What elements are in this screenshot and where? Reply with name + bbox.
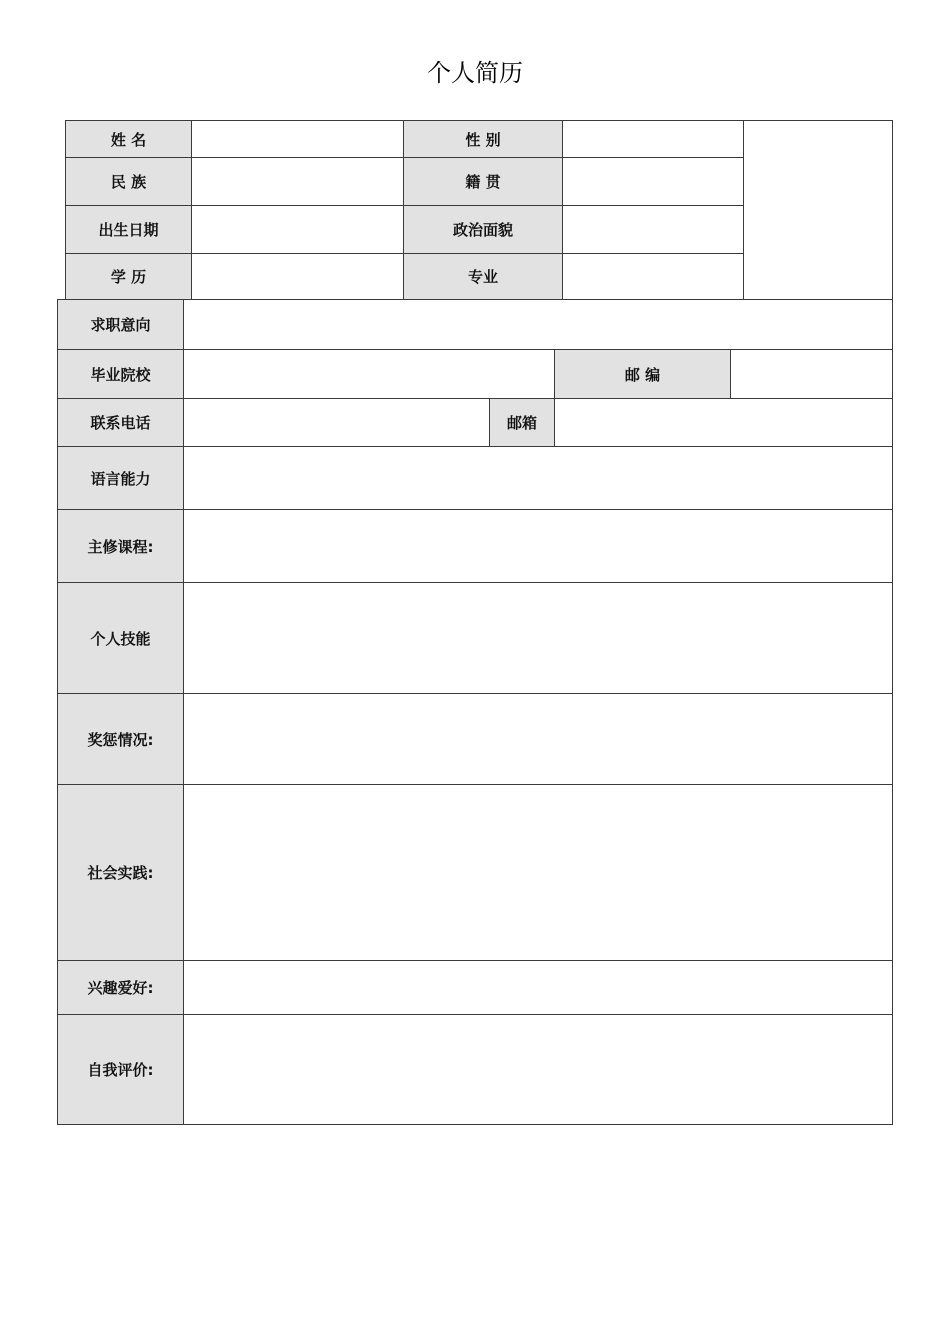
political-status-label: 政治面貌 xyxy=(452,221,513,239)
birth-date-field[interactable] xyxy=(191,205,404,254)
social-practice-label-cell xyxy=(57,784,184,961)
hobbies-field[interactable] xyxy=(183,960,893,1015)
hobbies-label: 兴趣爱好: xyxy=(87,979,154,997)
email-field[interactable] xyxy=(554,398,893,447)
self-evaluation-label: 自我评价: xyxy=(87,1061,154,1079)
education-label-cell xyxy=(65,253,192,300)
major-label: 专业 xyxy=(467,268,498,286)
job-intention-label: 求职意向 xyxy=(90,316,151,334)
skills-field[interactable] xyxy=(183,582,893,694)
skills-label: 个人技能 xyxy=(90,629,151,648)
skills-label-cell xyxy=(57,582,184,694)
gender-field[interactable] xyxy=(562,120,744,158)
political-status-label-cell xyxy=(403,205,563,254)
awards-field[interactable] xyxy=(183,693,893,785)
gender-label: 性 别 xyxy=(465,130,501,149)
self-evaluation-field[interactable] xyxy=(183,1014,893,1125)
email-label: 邮箱 xyxy=(506,414,537,432)
ethnicity-field[interactable] xyxy=(191,157,404,206)
phone-label: 联系电话 xyxy=(90,414,151,432)
job-intention-label-cell xyxy=(57,299,184,350)
language-label: 语言能力 xyxy=(90,469,151,488)
photo-box[interactable] xyxy=(743,120,893,300)
email-label-cell xyxy=(489,398,555,447)
language-label-cell xyxy=(57,446,184,510)
name-field[interactable] xyxy=(191,120,404,158)
courses-field[interactable] xyxy=(183,509,893,583)
birth-date-label: 出生日期 xyxy=(98,221,159,239)
awards-label: 奖惩情况: xyxy=(87,730,154,749)
job-intention-field[interactable] xyxy=(183,299,893,350)
courses-label: 主修课程: xyxy=(87,537,154,556)
political-status-field[interactable] xyxy=(562,205,744,254)
social-practice-field[interactable] xyxy=(183,784,893,961)
language-field[interactable] xyxy=(183,446,893,510)
postcode-label: 邮 编 xyxy=(624,365,661,384)
courses-label-cell xyxy=(57,509,184,583)
postcode-field[interactable] xyxy=(730,349,893,399)
graduate-school-label-cell xyxy=(57,349,184,399)
ethnicity-label-cell xyxy=(65,157,192,206)
postcode-label-cell xyxy=(554,349,731,399)
social-practice-label: 社会实践: xyxy=(87,864,154,882)
major-label-cell xyxy=(403,253,563,300)
native-place-label-cell xyxy=(403,157,563,206)
birth-date-label-cell xyxy=(65,205,192,254)
name-label-cell xyxy=(65,120,192,158)
major-field[interactable] xyxy=(562,253,744,300)
phone-field[interactable] xyxy=(183,398,490,447)
gender-label-cell xyxy=(403,120,563,158)
awards-label-cell xyxy=(57,693,184,785)
native-place-field[interactable] xyxy=(562,157,744,206)
self-evaluation-label-cell xyxy=(57,1014,184,1125)
page-title: 个人简历 xyxy=(427,59,523,87)
education-field[interactable] xyxy=(191,253,404,300)
graduate-school-label: 毕业院校 xyxy=(90,365,151,384)
education-label: 学 历 xyxy=(110,268,147,286)
phone-label-cell xyxy=(57,398,184,447)
graduate-school-field[interactable] xyxy=(183,349,555,399)
name-label: 姓 名 xyxy=(110,130,147,149)
ethnicity-label: 民 族 xyxy=(110,173,147,191)
hobbies-label-cell xyxy=(57,960,184,1015)
native-place-label: 籍 贯 xyxy=(465,173,501,191)
